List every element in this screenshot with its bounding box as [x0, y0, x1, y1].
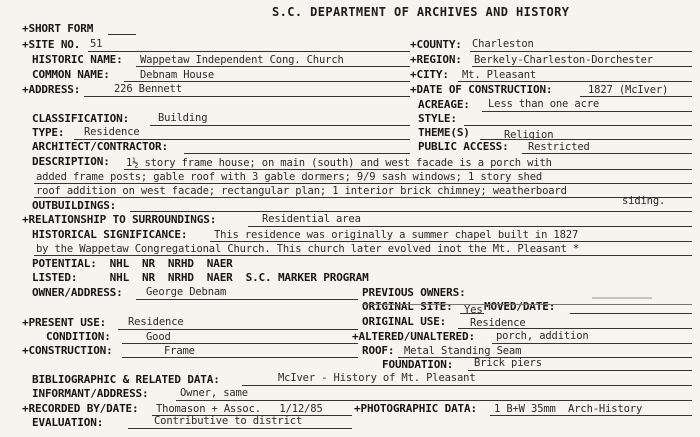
classification-line [150, 125, 410, 126]
evaluation-label: EVALUATION: [32, 416, 104, 429]
site-no-label: +SITE NO. [22, 38, 81, 51]
previous-owners-line [362, 304, 692, 305]
classification-label: CLASSIFICATION: [32, 112, 130, 125]
date-of-construction-label: +DATE OF CONSTRUCTION: [410, 83, 553, 96]
historical-significance-line-2: by the Wappetaw Congregational Church. This church later evolved inot the Mt. Pleasant * [36, 243, 580, 255]
address-label: +ADDRESS: [22, 83, 81, 96]
themes-label: THEME(S) [418, 126, 470, 139]
photographic-data-label: +PHOTOGRAPHIC DATA: [354, 402, 477, 415]
owner-address-label: OWNER/ADDRESS: [32, 286, 123, 299]
style-line [464, 125, 692, 126]
original-use-value: Residence [470, 317, 526, 329]
informant-line [176, 400, 692, 401]
historic-name-value: Wappetaw Independent Cong. Church [140, 54, 344, 66]
recorded-by-value: Thomason + Assoc. 1/12/85 [156, 403, 323, 415]
informant-label: INFORMANT/ADDRESS: [32, 387, 149, 400]
common-name-value: Debnam House [140, 69, 215, 81]
foundation-line [468, 370, 692, 371]
description-line-2: added frame posts; gable roof with 3 gable dormers; 9/9 sash windows; 1 story shed [36, 171, 543, 183]
type-label: TYPE: [32, 126, 65, 139]
description-line-3: roof addition on west facade; rectangular plan; 1 interior brick chimney; weatherboard [36, 185, 567, 197]
architect-line [184, 153, 410, 154]
condition-value: Good [146, 331, 171, 343]
present-use-line [118, 329, 358, 330]
city-value: Mt. Pleasant [462, 69, 537, 81]
evaluation-value: Contributive to district [154, 415, 303, 427]
ink-smudge [592, 297, 652, 299]
city-line [458, 81, 692, 82]
present-use-label: +PRESENT USE: [22, 316, 107, 329]
listed-label: LISTED: NHL NR NRHD NAER S.C. MARKER PROGRAM [32, 271, 369, 284]
acreage-value: Less than one acre [488, 98, 600, 110]
county-value: Charleston [472, 38, 534, 50]
altered-value: porch, addition [496, 330, 589, 342]
common-name-line [124, 81, 410, 82]
short-form-line [108, 34, 136, 35]
informant-value: Owner, same [180, 387, 248, 399]
moved-date-label: MOVED/DATE: [484, 300, 556, 313]
style-label: STYLE: [418, 112, 457, 125]
original-use-label: ORIGINAL USE: [362, 315, 447, 328]
owner-address-line [136, 299, 358, 300]
bibliographic-label: BIBLIOGRAPHIC & RELATED DATA: [32, 373, 220, 386]
historical-significance-rule-2 [34, 255, 692, 256]
city-label: +CITY: [410, 68, 449, 81]
recorded-by-label: +RECORDED BY/DATE: [22, 402, 139, 415]
date-of-construction-line [580, 96, 692, 97]
short-form-label: +SHORT FORM [22, 22, 94, 35]
construction-label: +CONSTRUCTION: [22, 344, 113, 357]
foundation-value: Brick piers [474, 357, 542, 369]
photographic-data-line [490, 415, 692, 416]
description-rule-3 [34, 197, 692, 198]
region-label: +REGION: [410, 53, 462, 66]
construction-value: Frame [164, 345, 195, 357]
condition-label: CONDITION: [46, 330, 111, 343]
public-access-value: Restricted [528, 141, 590, 153]
potential-label: POTENTIAL: NHL NR NRHD NAER [32, 257, 233, 270]
roof-label: ROOF: [362, 344, 395, 357]
acreage-line [482, 111, 692, 112]
common-name-label: COMMON NAME: [32, 68, 110, 81]
roof-value: Metal Standing Seam [404, 345, 522, 357]
historic-name-line [136, 66, 410, 67]
condition-line [122, 343, 358, 344]
address-value: 226 Bennett [114, 83, 182, 95]
original-use-line [458, 328, 692, 329]
public-access-line [522, 153, 692, 154]
date-of-construction-value: 1827 (McIver) [588, 84, 669, 96]
altered-label: +ALTERED/UNALTERED: [352, 330, 475, 343]
owner-address-value: George Debnam [146, 286, 227, 298]
previous-owners-label: PREVIOUS OWNERS: [362, 286, 466, 299]
original-site-value: Yes [464, 304, 483, 316]
altered-line [492, 343, 692, 344]
construction-line [122, 357, 358, 358]
classification-value: Building [158, 112, 208, 124]
description-rule-1 [124, 169, 692, 170]
relationship-label: +RELATIONSHIP TO SURROUNDINGS: [22, 213, 217, 226]
site-no-line [88, 51, 410, 52]
historical-significance-label: HISTORICAL SIGNIFICANCE: [32, 228, 188, 241]
description-line-1: 1½ story frame house; on main (south) and west facade is a porch with [126, 157, 552, 169]
moved-date-line [570, 313, 692, 314]
description-label: DESCRIPTION: [32, 155, 110, 168]
description-line-4: siding. [622, 195, 666, 207]
original-site-line [460, 313, 484, 314]
relationship-value: Residential area [262, 213, 361, 225]
region-value: Berkely-Charleston-Dorchester [474, 54, 653, 66]
architect-label: ARCHITECT/CONTRACTOR: [32, 140, 168, 153]
county-label: +COUNTY: [410, 38, 462, 51]
form-header-title: S.C. DEPARTMENT OF ARCHIVES AND HISTORY [272, 5, 570, 19]
historical-significance-line-1: This residence was originally a summer chapel built in 1827 [214, 229, 579, 241]
foundation-label: FOUNDATION: [382, 358, 454, 371]
present-use-value: Residence [128, 316, 184, 328]
bibliographic-line [242, 385, 692, 386]
outbuildings-label: OUTBUILDINGS: [32, 199, 117, 212]
photographic-data-value: 1 B+W 35mm Arch-History [494, 403, 643, 415]
relationship-line [248, 226, 692, 227]
county-line [470, 51, 692, 52]
public-access-label: PUBLIC ACCESS: [418, 140, 509, 153]
region-line [472, 66, 692, 67]
themes-value: Religion [504, 129, 554, 141]
original-site-label: ORIGINAL SITE: [362, 300, 453, 313]
outbuildings-line [130, 211, 692, 212]
evaluation-line [128, 428, 352, 429]
historical-significance-rule-1 [210, 241, 692, 242]
site-no-value: 51 [90, 38, 103, 50]
historic-name-label: HISTORIC NAME: [32, 53, 123, 66]
themes-line [480, 139, 692, 140]
description-rule-2 [34, 183, 692, 184]
address-line [84, 96, 410, 97]
bibliographic-value: McIver - History of Mt. Pleasant [278, 372, 476, 384]
type-value: Residence [84, 126, 140, 138]
acreage-label: ACREAGE: [418, 98, 470, 111]
